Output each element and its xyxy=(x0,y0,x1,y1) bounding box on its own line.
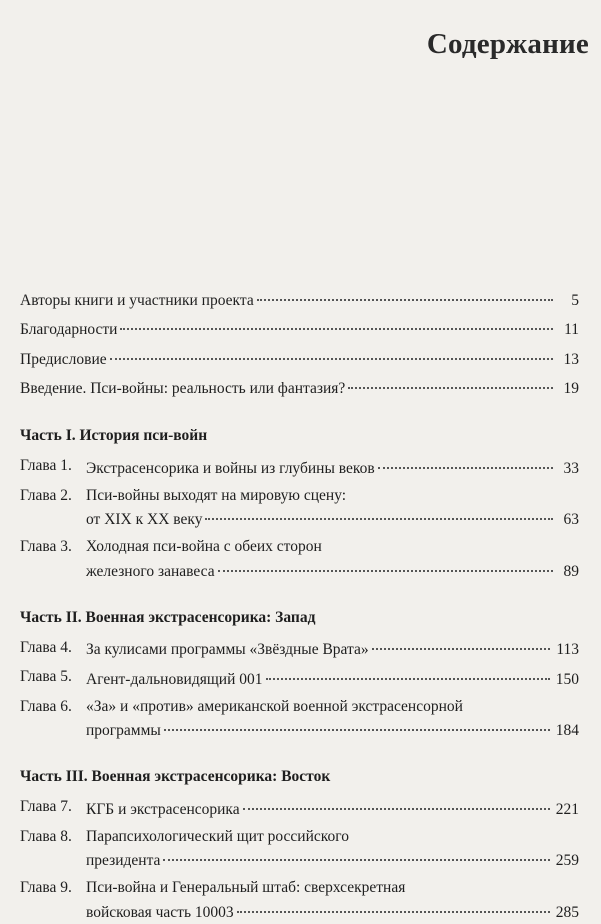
dot-leader xyxy=(205,503,553,521)
chapter-title-cont: войсковая часть 10003 xyxy=(86,903,234,921)
chapter-title-cont: президента xyxy=(86,852,161,869)
chapter-label: Глава 3. xyxy=(20,538,72,555)
toc-chapter-6 xyxy=(20,696,579,743)
toc-chapter-5 xyxy=(20,666,579,691)
toc-page-number: 285 xyxy=(555,903,579,921)
toc-page-number: 221 xyxy=(555,800,579,818)
dot-leader xyxy=(378,451,553,469)
dot-leader xyxy=(237,895,550,913)
dot-leader xyxy=(218,554,553,572)
toc-page-number: 13 xyxy=(563,350,579,368)
chapter-label: Глава 9. xyxy=(20,879,72,896)
toc-entry-text: Благодарности xyxy=(20,321,118,338)
chapter-title: Холодная пси-война с обеих сторон xyxy=(86,538,322,555)
chapter-title: Пси-война и Генеральный штаб: сверхсекретная xyxy=(86,879,406,896)
chapter-title: Парапсихологический щит российского xyxy=(86,827,349,845)
toc-entry-introduction xyxy=(20,376,579,401)
dot-leader xyxy=(110,342,553,360)
toc-page-number: 89 xyxy=(563,562,579,580)
toc-chapter-9 xyxy=(20,877,579,924)
toc-entry-text: Введение. Пси-войны: реальность или фантазия? xyxy=(20,380,346,397)
chapter-title-cont: программы xyxy=(86,722,161,739)
chapter-title: КГБ и экстрасенсорика xyxy=(86,800,240,818)
dot-leader xyxy=(372,633,551,651)
chapter-title: Пси-войны выходят на мировую сцену: xyxy=(86,486,347,504)
dot-leader xyxy=(163,844,549,862)
chapter-title: Экстрасенсорика и войны из глубины веков xyxy=(86,459,375,477)
chapter-title-cont: железного занавеса xyxy=(86,562,215,580)
toc-page-number: 63 xyxy=(563,511,579,528)
chapter-label: Глава 1. xyxy=(20,457,72,474)
toc-entry-authors xyxy=(20,287,579,312)
chapter-label: Глава 6. xyxy=(20,697,72,715)
toc-chapter-8 xyxy=(20,826,579,873)
chapter-title-cont: от XIX к XX веку xyxy=(86,511,203,528)
toc-page-number: 5 xyxy=(571,291,579,309)
part-heading-3: Часть III. Военная экстрасенсорика: Восток xyxy=(20,768,331,785)
toc-chapter-2 xyxy=(20,485,579,532)
dot-leader xyxy=(348,372,553,390)
dot-leader xyxy=(164,714,550,732)
toc-entry-preface xyxy=(20,346,579,371)
chapter-label: Глава 7. xyxy=(20,798,72,815)
toc-page-number: 184 xyxy=(555,722,579,739)
chapter-title: Агент-дальновидящий 001 xyxy=(86,670,263,688)
toc-chapter-7 xyxy=(20,796,579,821)
toc-entry-text: Предисловие xyxy=(20,350,107,368)
chapter-label: Глава 5. xyxy=(20,668,72,685)
toc-page-number: 150 xyxy=(555,670,579,688)
toc-chapter-4 xyxy=(20,637,579,662)
toc-page-number: 113 xyxy=(556,641,579,658)
dot-leader xyxy=(243,792,550,810)
part-heading-2: Часть II. Военная экстрасенсорика: Запад xyxy=(20,608,316,626)
toc-chapter-1 xyxy=(20,455,579,480)
chapter-title: За кулисами программы «Звёздные Врата» xyxy=(86,641,369,658)
toc-entry-acknowledgements xyxy=(20,317,579,342)
dot-leader xyxy=(257,283,553,301)
chapter-label: Глава 2. xyxy=(20,486,72,504)
dot-leader xyxy=(266,662,550,680)
chapter-label: Глава 8. xyxy=(20,827,72,845)
chapter-label: Глава 4. xyxy=(20,638,72,656)
part-heading-1: Часть I. История пси-войн xyxy=(20,427,208,444)
page-title: Содержание xyxy=(426,28,589,60)
chapter-title: «За» и «против» американской военной экстрасенсорной xyxy=(86,697,463,715)
toc-page-number: 33 xyxy=(563,459,579,477)
toc-entry-text: Авторы книги и участники проекта xyxy=(20,291,254,309)
table-of-contents xyxy=(20,287,579,924)
toc-page-number: 19 xyxy=(563,380,579,397)
dot-leader xyxy=(120,313,553,331)
toc-page-number: 259 xyxy=(555,852,579,869)
toc-chapter-3 xyxy=(20,536,579,583)
toc-page-number: 11 xyxy=(564,321,579,338)
